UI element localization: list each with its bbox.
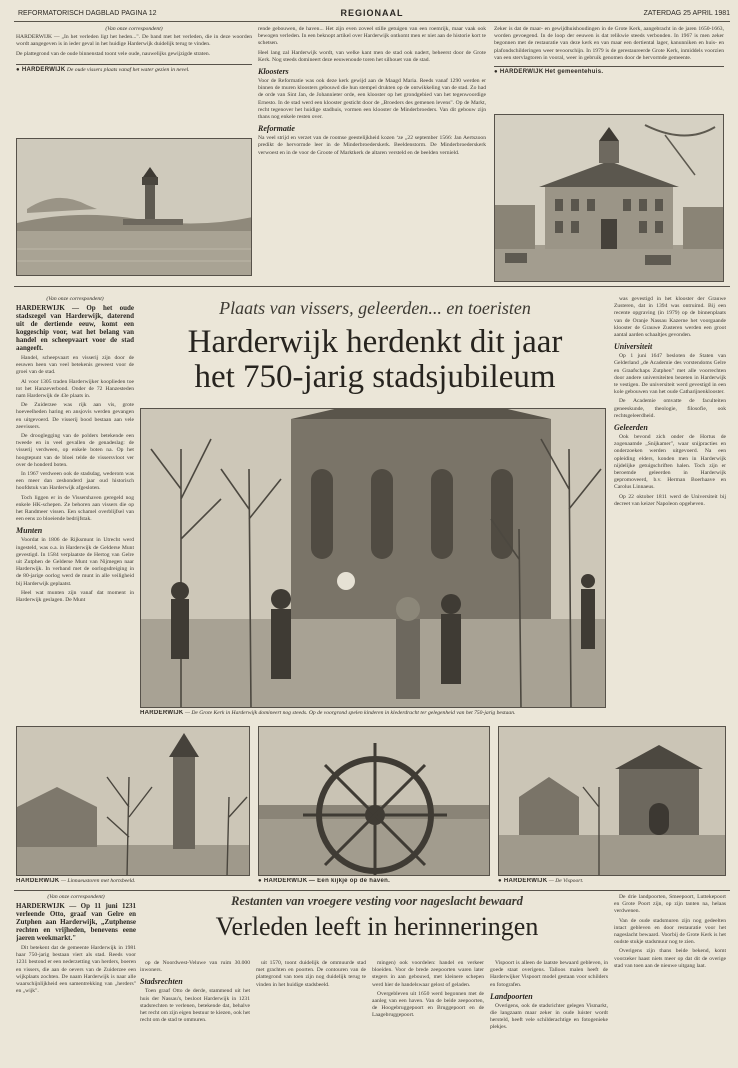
masthead-date: ZATERDAG 25 APRIL 1981 bbox=[643, 10, 730, 17]
top-left-intro: HARDERWIJK — „In het verleden ligt het heden...". De band met het verleden, die in deze woorden wordt aangegeven is in ieder geval in het huidige Harderwijk duidelijk terug te vinden. bbox=[16, 34, 252, 48]
landpoorten-text: Overigens, ook de stadsrichter gelegen Vismarkt, die langzaam maar zeker in oude luister wordt hersteld, heeft vele schilderachtige en fotogenieke plekjes. bbox=[490, 1002, 608, 1031]
caption-text: — De Vispoort. bbox=[548, 878, 584, 884]
bottom-headline: Verleden leeft in herinneringen bbox=[215, 912, 539, 941]
main-kicker: Plaats van vissers, geleerden... en toeristen bbox=[219, 298, 531, 318]
harbor-lighthouse-illustration bbox=[17, 139, 252, 276]
subheading-stadsrechten: Stadsrechten bbox=[140, 977, 183, 987]
bottom-col-4 bbox=[372, 960, 484, 1064]
main-left-p6: Toch liggen er in de Vissershaven geregeld nog enkele HK-schepen. Ze behoren aan vissers die op het Randmeer vissen. Een schamel overblijfsel van een eens zo bloeiende bedrijfstak. bbox=[16, 494, 134, 523]
grote-kerk-photo bbox=[140, 408, 606, 708]
correspondent-note: (Van onze correspondent) bbox=[46, 296, 104, 302]
bottom-right-column bbox=[614, 894, 726, 1064]
vispoort-photo bbox=[498, 726, 726, 876]
caption-place: ● HARDERWIJK bbox=[16, 66, 66, 73]
town-hall-illustration bbox=[495, 115, 724, 282]
caption-text: Het gemeentehuis. bbox=[544, 69, 604, 76]
munten-text-2: Heel wat munten zijn vanaf dat moment in Harderwijk geslagen. De Munt bbox=[16, 589, 134, 604]
subheading-landpoorten: Landpoorten bbox=[490, 991, 533, 1001]
town-hall-photo bbox=[494, 114, 724, 282]
top-right-intro: Zeker is dat de maar- en gewijdhuishoudingen in de Grote Kerk, aangebracht in de jaren 1650-1663, worden gevoegend. In de loop der eeuwen is dat relikwie steeds verbonden. In 1967 is men zeker begonnen met de restauratie van deze kerk en van maar een dertiental lager, kanunniken en huis- en plafondschilderingen weer tevoorschijn. In 1979 is de gerestaureerde Grote Kerk, inmiddels voorzien van een stervlagtoren in vooral, weer in gebruik genomen door de hervormde gemeente. bbox=[494, 26, 724, 61]
main-right-p2: De Academie omvatte de faculteiten geneeskunde, theologie, filosofie, ook rechtsgeleerdheid. bbox=[614, 398, 726, 419]
top-left-intro2: De plattegrond van de oude binnenstad toont vele oude, nauwelijks gewijzigde straten. bbox=[16, 51, 211, 58]
bottom-p9: Overigens zijn thans beide bekend, komt voorzeker haast niets meer op dat dit de overige stad van toen aan de nieuwe uitgang laat. bbox=[614, 948, 726, 969]
main-left-column bbox=[16, 296, 134, 720]
harbor-lighthouse-photo bbox=[16, 138, 252, 276]
caption-text: — De Grote Kerk in Harderwijk domineert nog steeds. Op de voorgrond spelen kinderen in klederdracht ter gelegenheid van het 750-jarig bestaan. bbox=[184, 710, 516, 716]
caption-place: HARDERWIJK bbox=[16, 878, 60, 884]
linnaeus-tower-photo bbox=[16, 726, 250, 876]
top-middle-para1: rende gebouwen, de haven... Het zijn even zoveel stille getuigen van een roemrijk, maar vaak ook bewogen verleden. In een beknopt artikel over Harderwijk ontkomt men er niet aan de historie kort te schetsen. bbox=[258, 26, 486, 47]
bottom-p7: De drie landpoorten, Smeepoort, Luttekepoort en Grote Poort zijn, op zijn tanten na, helaas verdwenen. bbox=[614, 894, 726, 915]
caption-text: — Een kijkje op de haven. bbox=[308, 878, 391, 884]
main-right-p1: was gevestigd in het klooster der Grauwe Zusteren, dat in 1394 was ontruimd. Bij een recente opgraving (in 1979) op de binnenplaats van de Oranje Nassau Kazerne het voorgaande klooster de Grauwe Zusteren werden een groot aantal aarden schaaltjes gevonden. bbox=[614, 296, 726, 339]
top-right-block bbox=[494, 26, 724, 284]
main-left-p2: Al voor 1305 traden Harderwijker kooplieden toe tot het Hanzeverbond. Onder de 72 Hanzesteden nam Harderwijk de 43e plaats in. bbox=[16, 378, 134, 400]
main-headline-line2: het 750-jarig stadsjubileum bbox=[194, 358, 556, 395]
subheading-geleerden: Geleerden bbox=[614, 423, 648, 433]
caption-text: De oude vissers plaats vanaf het water gezien in nevel. bbox=[66, 66, 190, 73]
top-right-caption bbox=[494, 66, 724, 75]
grote-kerk-illustration bbox=[141, 409, 606, 708]
bottom-p6: Vispoort is alleen de laatste bewaard gebleven, in goede staat overigens. Talloos malen heeft de Harderwijker Vispoort model gestaan voor schilders en fotografen. bbox=[490, 960, 608, 988]
main-right-p3: Op 22 oktober 1811 werd de Universiteit bij decreet van keizer Napoleon opgeheven. bbox=[614, 493, 726, 507]
subheading-kloosters: Kloosters bbox=[258, 67, 289, 77]
correspondent-note: (Van onze correspondent) bbox=[47, 894, 105, 900]
top-middle-block bbox=[258, 26, 486, 280]
bottom-kicker: Restanten van vroegere vesting voor nageslacht bewaard bbox=[231, 894, 523, 908]
bottom-left-column bbox=[16, 894, 136, 1064]
bottom-col-2 bbox=[140, 960, 250, 1064]
geleerden-text: Ook bevond zich onder de Hortus de zogenaamde „Snijkamer", waar snijpracties en onderzoeken werden uitgevoerd. Na een opleiding elders, konden men in Harderwijk nijdelijke getuigschriften halen. Toch zijn er beroemde geleerden in Harderwijk gepromoveerd, b.v. Herman Boerhaave en Carolus Linnaeus. bbox=[614, 434, 726, 491]
vispoort-illustration bbox=[499, 727, 726, 876]
photo-caption-2 bbox=[258, 878, 490, 888]
bottom-p8: Van de oude stadsmuren zijn nog gedeelten intact gebleven en door restauratie voor het nageslacht bewaard. Voorbij de Grote Kerk is het oudste stukje stadsmuur nog te zien. bbox=[614, 917, 726, 946]
top-left-block bbox=[16, 26, 252, 278]
bottom-p5: Overgebleven uit 1650 werd begonnen met de aanleg van een haven. Van de beide zeepoorten, de Hoogebruggepoort en Bruggepoort en de Laagebruggepoort. bbox=[372, 990, 484, 1019]
main-left-p3: De Zuiderzee was rijk aan vis, grote hoeveelheden haring en ansjovis werden gevangen en uitgevoerd. De visserij bood bestaan aan vele zeevissers. bbox=[16, 402, 134, 430]
bottom-p1: Dit betekent dat de gemeente Harderwijk in 1981 haar 750-jarig bestaan viert als stad. Reeds voor 1231 bestond er een nederzetting van herders, boeren en vissers, die aan de oevers van de Zuiderzee een wijkplaats zochten. De naam Harderwijk is naar alle waarschijnlijkheid een samentrekking van „herders" en „wijk". bbox=[16, 945, 136, 995]
subheading-universiteit: Universiteit bbox=[614, 342, 653, 352]
top-middle-para2: Heel lang zal Harderwijk wordt, van welke kant men de stad ook nadert, beheerst door de Grote Kerk. Nog steeds domineert deze eeuwenoude toren het silhouet van de stad. bbox=[258, 49, 486, 63]
bottom-p2: op de Noordwest-Veluwe van ruim 30.000 inwoners. bbox=[140, 960, 250, 974]
linnaeus-tower-illustration bbox=[17, 727, 250, 876]
photo-caption-3 bbox=[498, 878, 726, 888]
main-left-p4: De drooglegging van de polders betekende een tweede en in veel gevallen de genadeslag: de visserij verdween, op enkele boten na. Op het hoogtepunt van de bloei telde de vissersvloot ver over de honderd boten. bbox=[16, 433, 134, 468]
bottom-p3: uit 1570, toont duidelijk de ommuurde stad met grachten en poorten. De contouren van de plattegrond van toen zijn nog duidelijk terug te vinden in het huidige stadsbeeld. bbox=[256, 960, 366, 988]
main-headline-line1: Harderwijk herdenkt dit jaar bbox=[187, 324, 563, 360]
stadsrechten-text: Toen graaf Otto de derde, stammend uit het huis der Nassau's, besloot Harderwijk in 1231 stadsrechten te verlenen, betekende dat, behalve het recht om zijn eigen bestuur te kiezen, ook het recht om de stad te ommuren. bbox=[140, 988, 250, 1024]
caption-text: — Linnaeustoren met hortsbeeld. bbox=[60, 878, 136, 884]
ship-wheel-illustration bbox=[259, 727, 490, 876]
correspondent-note: (Van onze correspondent) bbox=[105, 26, 163, 32]
subheading-munten: Munten bbox=[16, 526, 43, 536]
main-headline-block bbox=[140, 296, 610, 406]
caption-place: HARDERWIJK bbox=[140, 710, 184, 716]
subheading-reformatie: Reformatie bbox=[258, 124, 295, 134]
photo-caption-1 bbox=[16, 878, 250, 888]
masthead bbox=[14, 6, 730, 22]
bottom-p4: mingen) ook voordelen: handel en verkeer bloeiden. Voor de brede zeepoorten waren later stegers in aan gebouwd, met kleinere schepen werd hier de handelswaar gelost of geladen. bbox=[372, 960, 484, 988]
kloosters-text: Voor de Reformatie was ook deze kerk gewijd aan de Maagd Maria. Reeds vanaf 1290 werden er binnen de muren kloosters gebouwd die hun stempel drukten op de ontwikkeling van de stad. Zo had de orde van Sint Jan, de Johannieter orde, een klooster op het grondgebied van het tegenwoordige Ernesto. In de stad werd een klooster gesticht door de „Broeders des gemenen levens". Op de Markt, recht tegenover het huidige stadhuis, vormen een klooster de Minderbroeders. Van dit gebouw zijn thans nog enkele resten over. bbox=[258, 78, 486, 121]
bottom-headline-block bbox=[140, 894, 614, 958]
bottom-col-3 bbox=[256, 960, 366, 1064]
bottom-lead: HARDERWIJK — Op 11 juni 1231 verleende Otto, graaf van Gelre en Zutphen aan Harderwijk, „Zutphense rechten en vrijheden, benevens eene jaeren weekmarkt." bbox=[16, 902, 136, 942]
top-left-caption bbox=[16, 64, 252, 73]
universiteit-text: Op 1 juni 1647 besloten de Staten van Gelderland „de Academie des vorstendoms Gelre en Graafschaps Zutphen" met alle voorrechten door andere universiteiten bezeten in Harderwijk te vestigen. De universiteit werd gevestigd in een kole gebouwen van het oude Catharijnenklooster. bbox=[614, 353, 726, 396]
main-left-p1: Handel, scheepvaart en visserij zijn door de eeuwen heen van veel betekenis geweest voor de groei van de stad. bbox=[16, 355, 134, 376]
caption-place: ● HARDERWIJK bbox=[258, 878, 308, 884]
reformatie-text: Na veel strijd en verzet van de roomse geestelijkheid kozen ‘ze „22 september 1566: Jan Aertszoon predikt de hervormde leer in de Minderbroederskerk. Beeldenstorm. De Minderbroederskerk verwoest en in de voor de Groote of Marktkerk de altaren versteld en de beelden vernield. bbox=[258, 135, 486, 156]
bottom-col-5 bbox=[490, 960, 608, 1064]
main-lead: HARDERWIJK — Op het oude stadszegel van Harderwijk, daterend uit de dertiende eeuw, komt een koggeschip voor, wat het belang van handel en scheepvaart voor de stad aangeeft. bbox=[16, 304, 134, 352]
main-photo-caption bbox=[140, 710, 606, 720]
masthead-left: REFORMATORISCH DAGBLAD PAGINA 12 bbox=[18, 10, 157, 17]
harbor-wheel-photo bbox=[258, 726, 490, 876]
section-title: REGIONAAL bbox=[340, 8, 404, 18]
main-left-p5: In 1967 verdween ook de stadsdag, wederom was een meer dan zeshonderd jaar oud historisch hoofdstuk van Harderwijk afgesloten. bbox=[16, 471, 134, 492]
main-right-column bbox=[614, 296, 726, 720]
munten-text: Voordat in 1806 de Rijksmunt in Utrecht werd ingesteld, was o.a. in Harderwijk de Gelderse Munt gevestigd. In 1584 verplaatste de Hertog van Gelre uit Zutphen de Gelderse Munt van Nijmegen naar Harderwijk. In verband met de oorlogsdreiging in de 80-jarige oorlog werd de munt in alle veiligheid bij Harderwijk geplaatst. bbox=[16, 537, 134, 587]
caption-place: ● HARDERWIJK bbox=[498, 878, 548, 884]
caption-place: ● HARDERWIJK bbox=[494, 69, 544, 76]
